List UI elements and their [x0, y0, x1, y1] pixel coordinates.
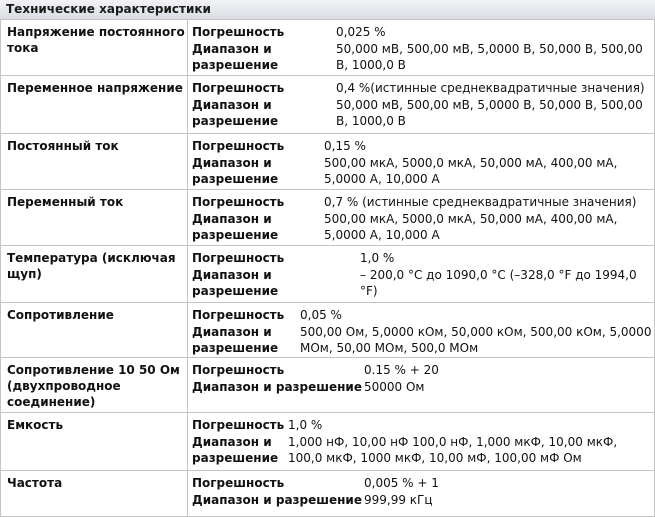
table-row [1, 246, 655, 303]
accuracy-value: 0,05 % [300, 308, 342, 322]
table-row [1, 76, 655, 134]
parameter-name: Сопротивление [1, 303, 188, 358]
parameter-name: Переменный ток [1, 190, 188, 246]
range-label: Диапазон и разрешение [192, 492, 362, 507]
accuracy-value: 0,15 % [324, 139, 366, 153]
range-value: 999,99 кГц [364, 492, 433, 507]
specifications-table [0, 19, 655, 517]
range-label: разрешение [192, 284, 279, 298]
range-label: Диапазон и [192, 97, 272, 112]
parameter-name: Температура (исключая щуп) [1, 246, 188, 303]
range-value: 50,000 мВ, 500,00 мВ, 5,0000 В, 50,000 В, 500,00 В, 1000,0 В [336, 97, 643, 128]
accuracy-label: Погрешность [192, 308, 285, 322]
accuracy-value: 0,005 % + 1 [364, 476, 439, 490]
table-row [1, 471, 655, 517]
table-row [1, 190, 655, 246]
range-label: Диапазон и [192, 434, 272, 449]
parameter-name: Емкость [1, 413, 188, 471]
accuracy-label: Погрешность [192, 251, 285, 265]
range-label: разрешение [192, 172, 279, 186]
accuracy-value: 1,0 % [360, 251, 395, 265]
range-label: Диапазон и [192, 267, 272, 282]
table-row [1, 413, 655, 471]
table-row [1, 134, 655, 190]
parameter-name: Постоянный ток [1, 134, 188, 190]
table-row [1, 303, 655, 358]
table-header-bar [0, 0, 655, 20]
range-label: Диапазон и [192, 155, 272, 170]
range-value: 500,00 мкА, 5000,0 мкА, 50,000 мА, 400,00 мА, 5,0000 А, 10,000 А [324, 211, 618, 242]
accuracy-value: 0,4 %(истинные среднеквадратичные значения) [336, 81, 645, 95]
accuracy-label: Погрешность [192, 476, 285, 490]
parameter-name: Переменное напряжение [1, 76, 188, 134]
accuracy-value: 0,7 % (истинные среднеквадратичные значения) [324, 195, 637, 209]
range-value: 500,00 Ом, 5,0000 кОм, 50,000 кОм, 500,00 кОм, 5,0000 МОм, 50,00 МОм, 500,0 МОм [300, 324, 652, 355]
table-row [1, 358, 655, 413]
range-value: 50,000 мВ, 500,00 мВ, 5,0000 В, 50,000 В, 500,00 В, 1000,0 В [336, 41, 643, 72]
range-label: разрешение [192, 451, 279, 465]
table-title: Технические характеристики [6, 2, 211, 16]
range-label: разрешение [192, 228, 279, 242]
accuracy-label: Погрешность [192, 363, 285, 377]
accuracy-label: Погрешность [192, 81, 285, 95]
table-row [1, 20, 655, 76]
parameter-name: Сопротивление 10 50 Ом (двухпроводное соединение) [1, 358, 188, 413]
range-label: Диапазон и [192, 211, 272, 226]
range-label: разрешение [192, 341, 279, 355]
accuracy-label: Погрешность [192, 25, 285, 39]
accuracy-value: 1,0 % [288, 418, 323, 432]
accuracy-value: 0.15 % + 20 [364, 363, 439, 377]
range-value: 1,000 нФ, 10,00 нФ 100,0 нФ, 1,000 мкФ, 10,00 мкФ, 100,0 мкФ, 1000 мкФ, 10,00 мФ, 100,00 мФ Ом [288, 434, 618, 465]
parameter-name: Частота [1, 471, 188, 517]
range-value: 50000 Ом [364, 379, 425, 394]
accuracy-label: Погрешность [192, 418, 285, 432]
range-label: Диапазон и разрешение [192, 379, 362, 394]
range-label: разрешение [192, 58, 279, 72]
range-value: 500,00 мкА, 5000,0 мкА, 50,000 мА, 400,00 мА, 5,0000 А, 10,000 А [324, 155, 618, 186]
accuracy-label: Погрешность [192, 195, 285, 209]
range-label: разрешение [192, 114, 279, 128]
range-label: Диапазон и [192, 41, 272, 56]
parameter-name: Напряжение постоянного тока [1, 20, 188, 76]
accuracy-label: Погрешность [192, 139, 285, 153]
accuracy-value: 0,025 % [336, 25, 386, 39]
range-label: Диапазон и [192, 324, 272, 339]
range-value: – 200,0 °C до 1090,0 °C (–328,0 °F до 1994,0 °F) [360, 267, 637, 298]
